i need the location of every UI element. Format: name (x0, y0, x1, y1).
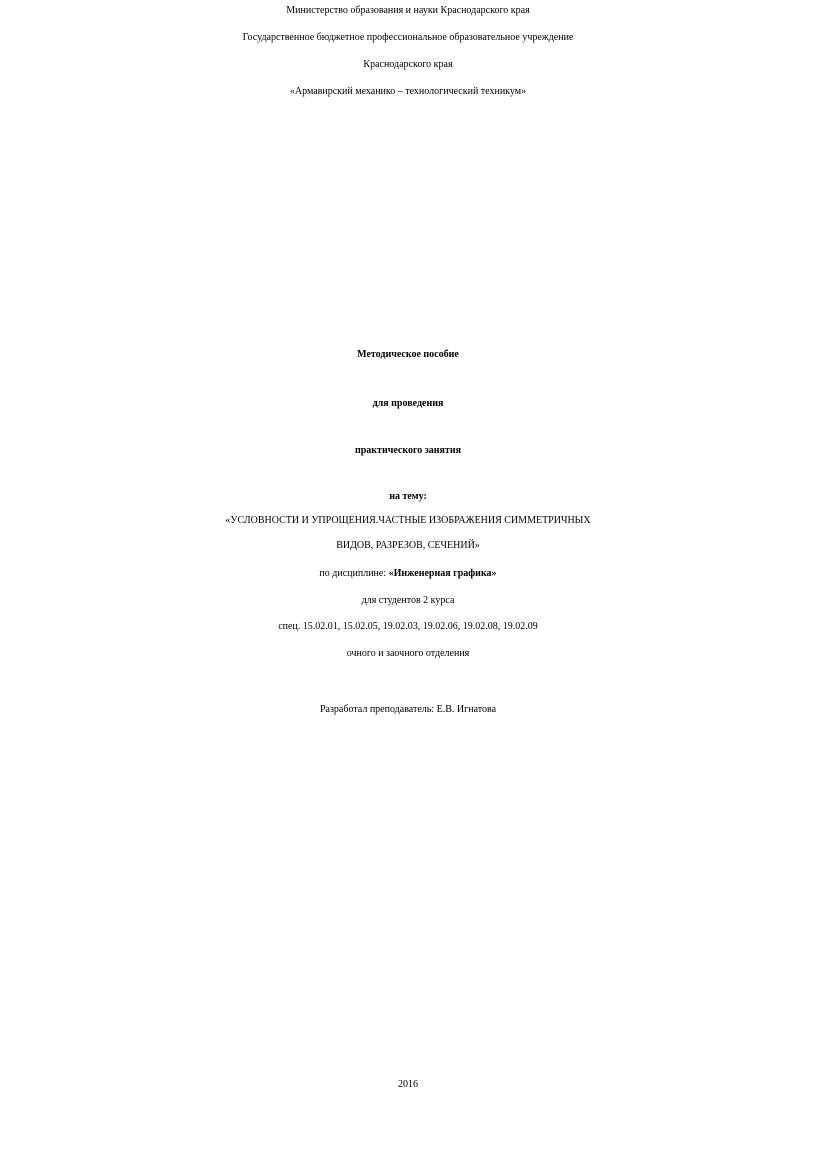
topic-label: на тему: (389, 491, 427, 502)
topic-line-1: «УСЛОВНОСТИ И УПРОЩЕНИЯ.ЧАСТНЫЕ ИЗОБРАЖЕНИЯ СИММЕТРИЧНЫХ (225, 515, 591, 526)
title-line-3: практического занятия (354, 445, 462, 456)
author-line: Разработал преподаватель: Е.В. Игнатова (319, 704, 497, 715)
discipline-line (0, 569, 816, 579)
region-line: Краснодарского края (363, 59, 453, 70)
year-line: 2016 (398, 1079, 418, 1090)
title-line-1: Методическое пособие (357, 349, 459, 360)
institution-name-line: «Армавирский механико – технологический техникум» (289, 86, 527, 97)
students-line: для студентов 2 курса (361, 595, 455, 606)
ministry-line: Министерство образования и науки Краснодарского края (286, 5, 530, 16)
discipline-prefix: по дисциплине: (319, 568, 389, 579)
specialties-line: спец. 15.02.01, 15.02.05, 19.02.03, 19.02.06, 19.02.08, 19.02.09 (278, 621, 538, 632)
topic-line-2: ВИДОВ, РАЗРЕЗОВ, СЕЧЕНИЙ» (336, 540, 480, 551)
title-line-2: для проведения (372, 398, 444, 409)
departments-line: очного и заочного отделения (346, 648, 470, 659)
institution-type-line: Государственное бюджетное профессиональное образовательное учреждение (242, 32, 574, 43)
discipline-name: «Инженерная графика» (388, 568, 497, 579)
